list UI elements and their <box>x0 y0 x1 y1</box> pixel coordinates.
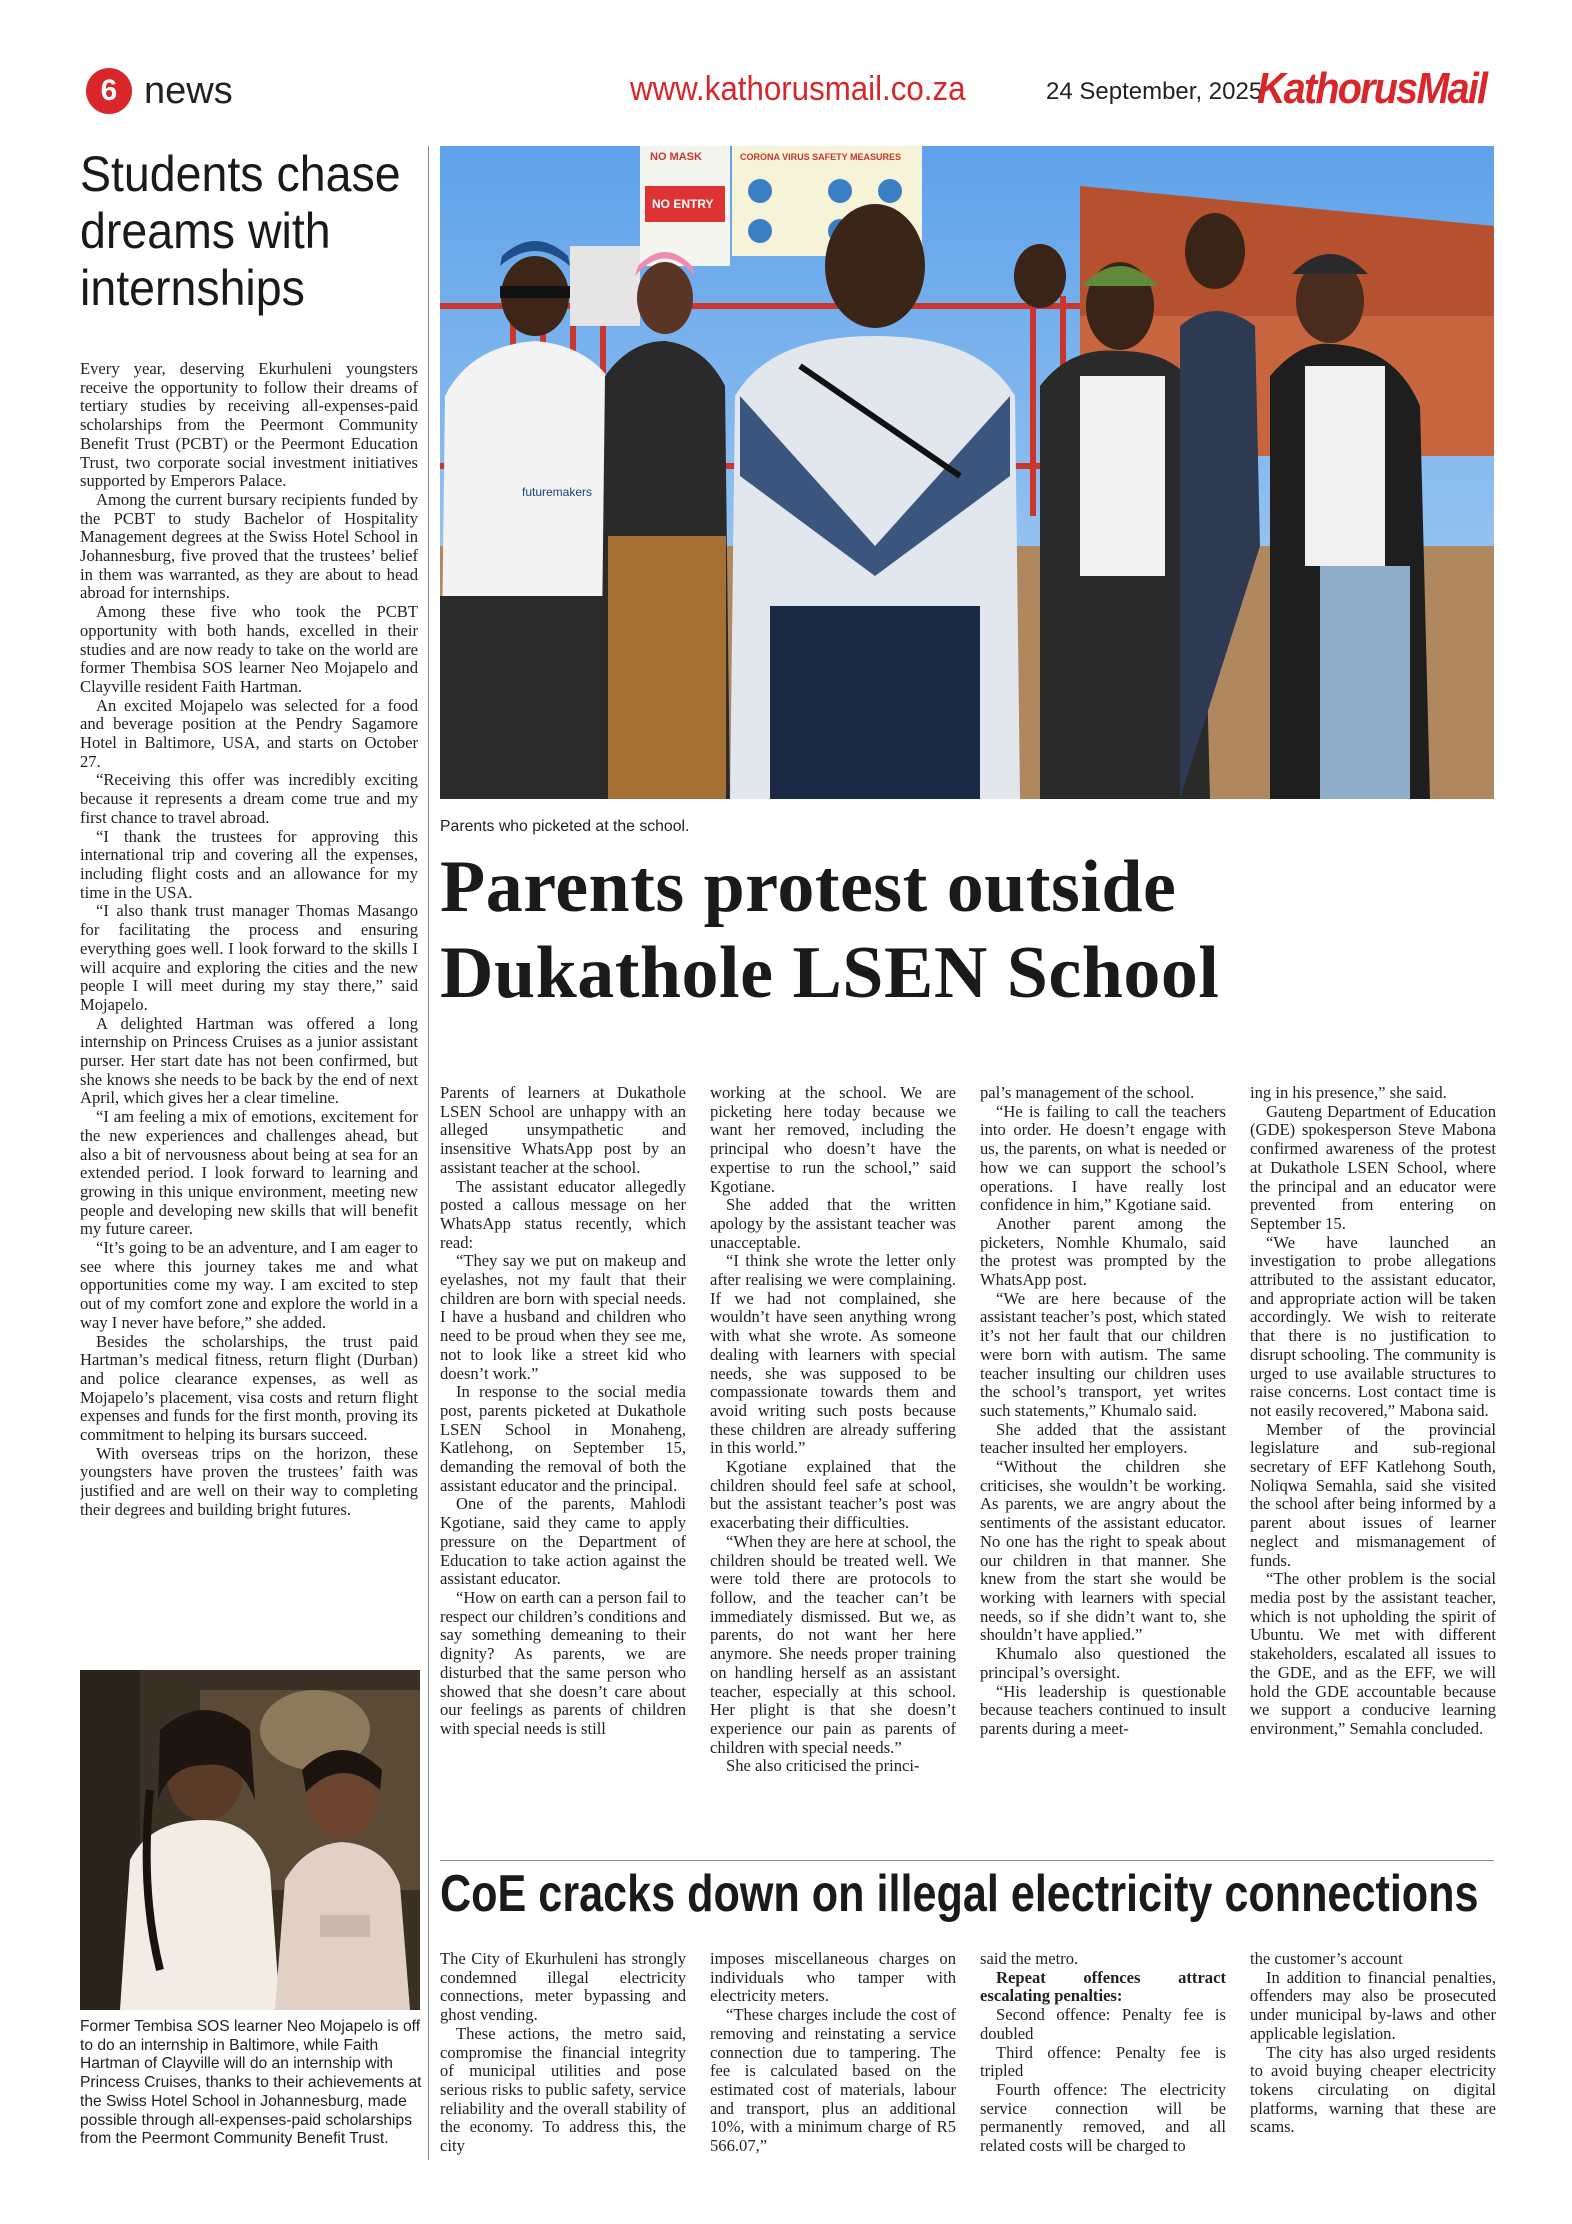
paragraph: In response to the social media post, parents picketed at Dukathole LSEN School in Monaheng, Katlehong, on September 15, demanding the removal of both the assistant educator and the principal. <box>440 1382 686 1495</box>
paragraph: “It’s going to be an adventure, and I am eager to see where this journey takes me and what opportunities come my way. I am excited to step out of my comfort zone and explore the world in a way I never have before,” she added. <box>80 1238 418 1332</box>
issue-date: 24 September, 2025 <box>1046 78 1263 105</box>
main-story-column-4 <box>1250 1084 1496 1844</box>
left-story-body <box>80 360 418 1655</box>
column-divider <box>428 146 429 2160</box>
paragraph: “They say we put on makeup and eyelashes, not my fault that their children are born with special needs. I have a husband and children who need to be proud when they see me, not to look like a street kid who doesn’t work.” <box>440 1251 686 1383</box>
paragraph: The City of Ekurhuleni has strongly condemned illegal electricity connections, meter bypassing and ghost vending. <box>440 1950 686 2025</box>
bottom-story-column-2 <box>710 1950 956 2155</box>
students-photo-art <box>80 1670 420 2010</box>
paragraph: She added that the written apology by the assistant teacher was unacceptable. <box>710 1195 956 1252</box>
safety-measures-sign: CORONA VIRUS SAFETY MEASURES <box>740 152 902 162</box>
paragraph: the customer’s account <box>1250 1950 1403 1968</box>
main-story-column-1 <box>440 1084 686 1844</box>
paragraph: The assistant educator allegedly posted a callous message on her WhatsApp status recently, which read: <box>440 1176 686 1252</box>
paragraph: An excited Mojapelo was selected for a food and beverage position at the Pendry Sagamore Hotel in Baltimore, USA, and starts on October 27. <box>80 695 418 771</box>
paragraph: With overseas trips on the horizon, these youngsters have proven the trustees’ faith was justified and are well on their way to completing their degrees and building bright futures. <box>80 1443 418 1519</box>
paragraph: Every year, deserving Ekurhuleni youngsters receive the opportunity to follow their dreams of tertiary studies by receiving all-expenses-paid scholarships from the Peermont Community Benefit Trust (PCBT) or the Peermont Education Trust, two corporate social investment initiatives supported by Emperors Palace. <box>80 360 418 491</box>
paragraph: Besides the scholarships, the trust paid Hartman’s medical fitness, return flight (Durban) and police clearance expenses, as well as Mojapelo’s placement, visa costs and return flight expenses and funds for the first month, proving its commitment to helping its bursars succeed. <box>80 1331 418 1445</box>
paragraph: Gauteng Department of Education (GDE) spokesperson Steve Mabona confirmed awareness of the protest at Dukathole LSEN School, where the principal and an educator were prevented from entering on September 15. <box>1250 1101 1496 1233</box>
story-divider <box>440 1860 1494 1861</box>
paragraph: One of the parents, Mahlodi Kgotiane, said they came to apply pressure on the Department of Education to take action against the assistant educator. <box>440 1494 686 1589</box>
paragraph: “When they are here at school, the children should be treated well. We were told there are protocols to follow, and the teacher can’t be immediately dismissed. But we, as parents, do not want her here anymore. She needs proper training on handling herself as an assistant teacher, especially at this school. Her plight is that she doesn’t experience our pain as parents of children with special needs.” <box>710 1531 956 1757</box>
bottom-story-column-3 <box>980 1950 1226 2155</box>
students-photo <box>80 1670 420 2010</box>
paragraph: Among these five who took the PCBT opportunity with both hands, excelled in their studies and are now ready to take on the world are former Thembisa SOS learner Neo Mojapelo and Clayville resident Faith Hartman. <box>80 602 418 696</box>
paragraph: “His leadership is questionable because teachers continued to insult parents during a meet- <box>980 1681 1226 1738</box>
page-header <box>78 64 1494 124</box>
paragraph: ing in his presence,” she said. <box>1250 1084 1447 1102</box>
paragraph: Another parent among the picketers, Nomhle Khumalo, said the protest was prompted by the WhatsApp post. <box>980 1213 1226 1290</box>
paragraph: “The other problem is the social media post by the assistant teacher, which is not upholding the spirit of Ubuntu. We met with different stakeholders, escalated all issues to the GDE, and as the EFF, we will hold the GDE accountable because we support a conducive learning environment,” Semahla concluded. <box>1250 1569 1496 1738</box>
website-url[interactable]: www.kathorusmail.co.za <box>630 70 966 108</box>
page-number-badge: 6 <box>86 68 132 114</box>
paragraph: “These charges include the cost of removing and reinstating a service connection due to tampering. The fee is calculated based on the estimated cost of materials, labour and transport, plus an additional 10%, with a minimum charge of R5 566.07,” <box>710 2005 956 2155</box>
paragraph: “He is failing to call the teachers into order. He doesn’t engage with us, the parents, on what is needed or how we can support the school’s operations. I have really lost confidence in him,” Kgotiane said. <box>980 1101 1226 1215</box>
paragraph: She added that the assistant teacher insulted her employers. <box>980 1419 1226 1458</box>
paragraph: Second offence: Penalty fee is doubled <box>980 2005 1226 2043</box>
no-mask-sign: NO MASK <box>650 151 702 163</box>
paragraph: Parents of learners at Dukathole LSEN School are unhappy with an alleged unsympathetic and insensitive WhatsApp post by an assistant teacher at the school. <box>440 1084 686 1177</box>
paragraph: pal’s management of the school. <box>980 1084 1195 1102</box>
paragraph: Third offence: Penalty fee is tripled <box>980 2042 1226 2081</box>
paragraph: Kgotiane explained that the children should feel safe at school, but the assistant teacher’s post was exacerbating their difficulties. <box>710 1457 956 1533</box>
no-entry-sign: NO ENTRY <box>652 197 714 211</box>
paragraph: “I think she wrote the letter only after realising we were complaining. If we had not complained, she wouldn’t have seen anything wrong with what she wrote. As someone dealing with learners with special needs, she was supposed to be compassionate towards them and avoid writing such posts because these children are already suffering in this world.” <box>710 1251 956 1458</box>
protest-photo-art <box>440 146 1494 799</box>
bottom-story-column-4 <box>1250 1950 1496 2155</box>
main-story-column-3 <box>980 1084 1226 1844</box>
paragraph: “I thank the trustees for approving this international trip and covering all the expenses, including flight costs and an allowance for my time in the USA. <box>80 826 418 902</box>
paragraph: Member of the provincial legislature and sub-regional secretary of EFF Katlehong South, Noliqwa Semahla, said she visited the school after being informed by a parent about issues of learner neglect and mismanagement of funds. <box>1250 1419 1496 1570</box>
paragraph: Among the current bursary recipients funded by the PCBT to study Bachelor of Hospitality Management degrees at the Swiss Hotel School in Johannesburg, five proved that the trustees’ belief in them was warranted, as they are about to head abroad for internships. <box>80 489 418 603</box>
section-label: news <box>144 70 233 112</box>
paragraph: “I also thank trust manager Thomas Masango for facilitating the process and ensuring everything goes well. I look forward to the skills I will acquire and exploring the cities and the new people I will meet during my stay there,” said Mojapelo. <box>80 901 418 1014</box>
main-story-headline: Parents protest outside Dukathole LSEN School <box>440 846 1220 1014</box>
paragraph: She also criticised the princi- <box>726 1756 920 1776</box>
paragraph: working at the school. We are picketing here today because we want her removed, including the principal who doesn’t have the expertise to run the school,” said Kgotiane. <box>710 1084 956 1196</box>
paragraph: “We are here because of the assistant teacher’s post, which stated it’s not her fault that our children were born with autism. The same teacher insulting our children uses the school’s transport, yet writes such statements,” Khumalo said. <box>980 1288 1226 1420</box>
main-story-column-2 <box>710 1084 956 1844</box>
masthead-logo: KathorusMail <box>1257 64 1487 113</box>
protest-photo <box>440 146 1494 799</box>
paragraph: “Receiving this offer was incredibly exciting because it represents a dream come true and my first chance to travel abroad. <box>80 770 418 827</box>
paragraph: said the metro. <box>980 1950 1079 1968</box>
students-photo-caption: Former Tembisa SOS learner Neo Mojapelo is off to do an internship in Baltimore, while Faith Hartman of Clayville will do an internship with Princess Cruises, thanks to their achievements at the Swiss Hotel School in Johannesburg, made possible through all-expenses-paid scholarships from the Peermont Community Benefit Trust. <box>80 2018 422 2148</box>
bottom-story-headline: CoE cracks down on illegal electricity connections <box>440 1865 1479 1923</box>
paragraph: imposes miscellaneous charges on individuals who tamper with electricity meters. <box>710 1950 956 2006</box>
paragraph: Khumalo also questioned the principal’s oversight. <box>980 1644 1226 1682</box>
paragraph: Fourth offence: The electricity service connection will be permanently removed, and all related costs will be charged to <box>980 2079 1226 2155</box>
protest-photo-caption: Parents who picketed at the school. <box>440 818 690 835</box>
paragraph: “How on earth can a person fail to respect our children’s conditions and say something demeaning to their dignity? As parents, we are disturbed that the same person who showed that she doesn’t care about our feelings as parents of children with special needs is still <box>440 1587 686 1738</box>
left-story-headline: Students chase dreams with internships <box>80 146 401 316</box>
paragraph: In addition to financial penalties, offenders may also be prosecuted under municipal by-laws and other applicable legislation. <box>1250 1967 1496 2043</box>
paragraph: The city has also urged residents to avoid buying cheaper electricity tokens circulating on digital platforms, warning that these are scams. <box>1250 2042 1496 2137</box>
paragraph: These actions, the metro said, compromise the financial integrity of municipal utilities and pose serious risks to public safety, service reliability and the overall stability of the economy. To address this, the city <box>440 2023 686 2155</box>
paragraph: “I am feeling a mix of emotions, excitement for the new experiences and challenges ahead, but also a bit of nervousness about being at sea for an extended period. I look forward to learning and growing in this unique environment, meeting new people and developing new skills that will benefit my future career. <box>80 1107 418 1239</box>
paragraph: A delighted Hartman was offered a long internship on Princess Cruises as a junior assistant purser. Her start date has not been confirmed, but she knows she needs to be back by the end of next April, which gives her a clear timeline. <box>80 1013 418 1108</box>
shirt-logo-text: futuremakers <box>522 485 593 499</box>
subheading: Repeat offences attract escalating penalties: <box>980 1967 1226 2006</box>
bottom-story-column-1 <box>440 1950 686 2155</box>
paragraph: “Without the children she criticises, she wouldn’t be working. As parents, we are angry about the sentiments of the assistant educator. No one has the right to speak about our children in that manner. She knew from the start she would be working with learners with special needs, so if she didn’t want to, she shouldn’t have applied.” <box>980 1457 1226 1645</box>
paragraph: “We have launched an investigation to probe allegations attributed to the assistant educator, and appropriate action will be taken accordingly. We wish to reiterate that there is no justification to disrupt schooling. The community is urged to use available structures to raise concerns. Lost contact time is not easily recovered,” Mabona said. <box>1250 1232 1496 1420</box>
